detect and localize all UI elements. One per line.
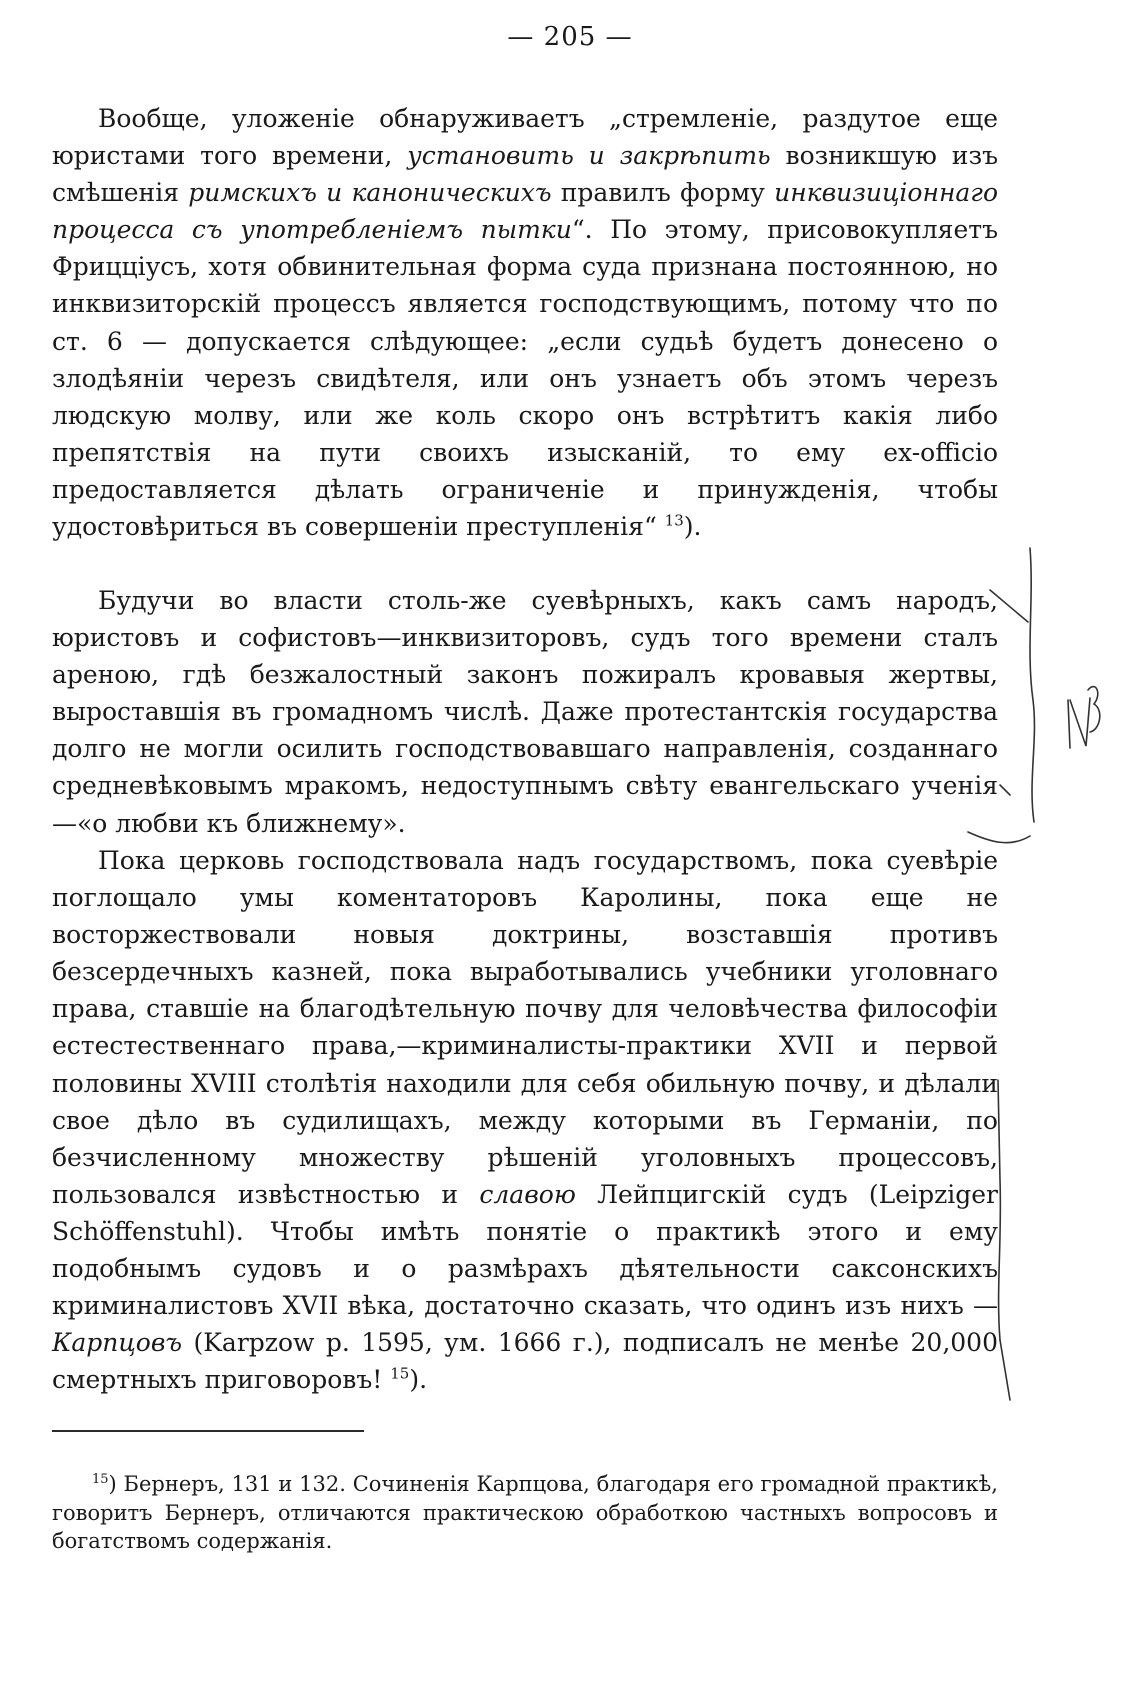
margin-note-letter-b [1088,687,1100,732]
text-run: Будучи во власти столь-же суевѣрныхъ, какъ самъ народъ, юристовъ и софистовъ—инквизиторовъ, судъ того времени сталъ ареною, гдѣ безжалостный законъ пожиралъ кровавыя жертвы, выроставшія въ громадномъ числѣ. Даже протестантскія государства долго не могли осилить господствовавшаго направленія, созданнаго средневѣковымъ мракомъ, недоступнымъ свѣту евангельскаго ученія—«о любви къ ближнему». [52,586,998,838]
footnote-text: ) Бернеръ, 131 и 132. Сочиненія Карпцова, благодаря его громадной практикѣ, говоритъ Бернеръ, отличаются практическою обработкою частныхъ вопросовъ и богатствомъ содержанія. [52,1472,998,1553]
text-run: возникшую изъ смѣшенія [52,141,998,208]
italic-phrase: инквизиціоннаго процесса съ употребленіемъ пытки [52,178,998,245]
italic-phrase: римскихъ и каноническихъ [188,178,552,208]
text-run: правилъ форму [551,178,775,208]
footnote-15 [52,1470,998,1556]
text-run: Пока церковь господствовала надъ государствомъ, пока суевѣріе поглощало умы коментаторовъ Каролины, пока еще не восторжествовали новыя доктрины, возставшія противъ безсердечныхъ казней, пока выработывались учебники уголовнаго права, ставшіе на благодѣтельную почву для человѣчества философіи естестественнаго права,—криминалисты-практики XVII и первой половины XVIII столѣтія находили для себя обильную почву, и дѣлали свое дѣло въ судилищахъ, между которыми въ Германіи, по безчисленному множеству рѣшеній уголовныхъ процессовъ, пользовался извѣстностью и [52,846,998,1209]
margin-note-letter-n [1068,698,1090,748]
margin-bracket-lower [998,1080,1000,1340]
text-run: Лейпцигскій судъ (Leipziger Schöffenstuhl). Чтобы имѣть понятіе о практикѣ этого и ему подобнымъ судовъ и о размѣрахъ дѣятельности саксонскихъ криминалистовъ XVII вѣка, достаточно сказать, что одинъ изъ нихъ — [52,1179,998,1321]
margin-tail [1000,1340,1010,1400]
margin-tick [1000,785,1010,795]
text-run: ). [683,512,702,542]
text-run: Вообще, уложеніе обнаруживаетъ „стремленіе, раздутое еще юристами того времени, [52,104,998,171]
paragraph-1 [52,100,998,545]
paragraph-2 [52,582,998,842]
footnote-reference: 15 [390,1364,410,1383]
footnote-mark: 15 [92,1472,109,1487]
footnote-reference: 13 [664,511,684,530]
italic-phrase: славою [479,1179,576,1209]
italic-phrase: установить и закрѣпить [407,141,771,171]
margin-bracket-upper [1030,548,1034,822]
page-number: — 205 — [507,22,633,52]
text-run: “. По этому, присовокупляетъ Фрицціусъ, хотя обвинительная форма суда признана постоянною, но инквизиторскій процессъ является господствующимъ, потому что по ст. 6 — допускается слѣдующее: „если судьѣ будетъ донесено о злодѣяніи черезъ свидѣтеля, или онъ узнаетъ объ этомъ черезъ людскую молву, или же коль скоро онъ встрѣтитъ какія либо препятствія на пути своихъ изысканій, то ему ex-officio предоставляется дѣлать ограниченіе и принужденія, чтобы удостовѣриться въ совершеніи преступленія“ [52,215,998,542]
italic-phrase: Карпцовъ [52,1328,183,1358]
text-run: ). [409,1365,428,1395]
footnote-divider [52,1430,364,1432]
paragraph-3 [52,842,998,1398]
text-run: (Karpzow р. 1595, ум. 1666 г.), подписалъ не менѣе 20,000 смертныхъ приговоровъ! [52,1328,998,1395]
